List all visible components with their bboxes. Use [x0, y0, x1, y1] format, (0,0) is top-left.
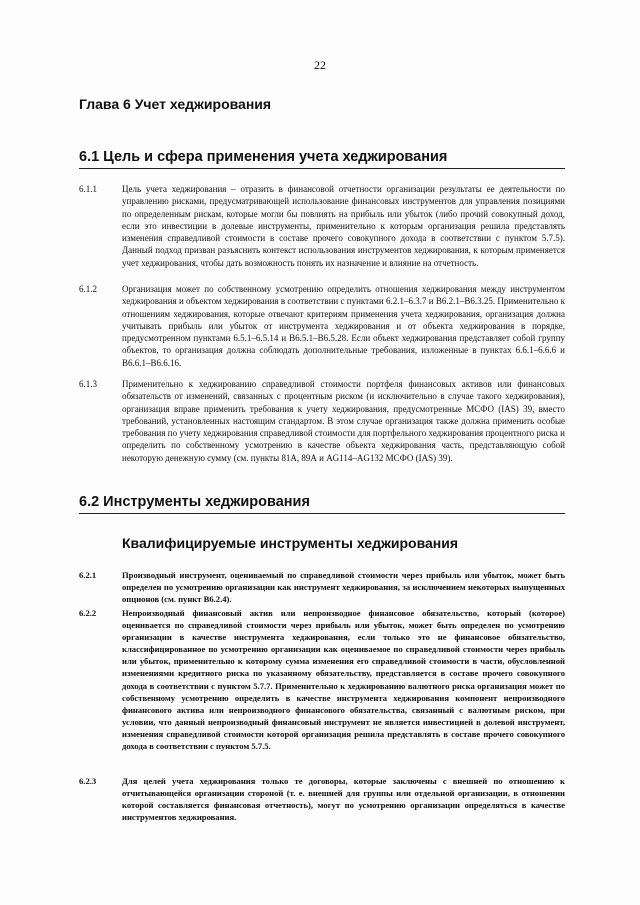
paragraph-text: Производный инструмент, оцениваемый по справедливой стоимости через прибыль или убыток, может быть определен по усмотрению организации как инструмент хеджирования, за исключением некоторых выпущенных опционов (см. пункт B6.2.4).	[122, 570, 565, 605]
page-number: 22	[314, 58, 326, 72]
section-6-1-rule	[79, 168, 565, 169]
paragraph-text: Цель учета хеджирования – отразить в финансовой отчетности организации результаты ее деятельности по управлению рисками, предусматривающей использование финансовых инструментов для управления позициями по определенным рискам, которые могли бы повлиять на прибыль или убыток (либо прочий совокупный доход, если это инвестиции в долевые инструменты, применительно к которым организация решила представлять изменения справедливой стоимости в составе прочего совокупного дохода в соответствии с пунктом 5.7.5). Данный подход призван разъяснить контекст использования инструментов хеджирования, к которым применяется учет хеджирования, чтобы дать возможность понять их назначение и влияние на отчетность.	[122, 184, 565, 268]
chapter-title: Глава 6 Учет хеджирования	[79, 96, 272, 112]
paragraph-6-1-1	[79, 183, 565, 269]
paragraph-6-2-3	[79, 775, 565, 823]
paragraph-text: Применительно к хеджированию справедливой стоимости портфеля финансовых активов или финансовых обязательств от изменений, связанных с процентным риском (и исключительно в случае такого хеджирования), организация вправе применить требования к учету хеджирования, предусмотренные МСФО (IAS) 39, вместо требований, установленных настоящим стандартом. В этом случае организация также должна применить особые требования по учету хеджирования справедливой стоимости для портфельного хеджирования процентного риска и определить по собственному усмотрению в качестве объекта хеджирования часть, представляющую собой некоторую денежную сумму (см. пункты 81А, 89А и AG114–AG132 МСФО (IAS) 39).	[122, 379, 565, 463]
paragraph-text: Непроизводный финансовый актив или непроизводное финансовое обязательство, который (которое) оценивается по справедливой стоимости через прибыль или убыток, может быть определен по усмотрению организации в качестве инструмента хеджирования, если только это не финансовое обязательство, классифицированное по усмотрению организации как оцениваемое по справедливой стоимости через прибыль или убыток, применительно к которому сумма изменения его справедливой стоимости в части, обусловленной изменениями кредитного риска по указанному обязательству, представляется в составе прочего совокупного дохода в соответствии с пунктом 5.7.7. Применительно к хеджированию валютного риска организация может по собственному усмотрению определить в качестве инструмента хеджирования компонент непроизводного финансового актива или непроизводного финансового обязательства, связанный с валютным риском, при условии, что данный непроизводный финансовый инструмент не является инвестицией в долевой инструмент, изменения справедливой стоимости которой организация решила представлять в составе прочего совокупного дохода в соответствии с пунктом 5.7.5.	[122, 608, 565, 752]
paragraph-6-1-3	[79, 378, 565, 464]
paragraph-text: Для целей учета хеджирования только те договоры, которые заключены с внешней по отношению к отчитывающейся организации стороной (т. е. внешней для группы или отдельной организации, в отношении которой составляется финансовая отчетность), могут по усмотрению организации определяться в качестве инструментов хеджирования.	[122, 776, 565, 823]
paragraph-6-2-2	[79, 607, 565, 752]
paragraph-number: 6.2.1	[79, 570, 97, 580]
paragraph-text: Организация может по собственному усмотрению определить отношения хеджирования между инструментом хеджирования и объектом хеджирования в соответствии с пунктами 6.2.1–6.3.7 и B6.2.1–B6.3.25. Применительно к отношениям хеджирования, которые отвечают критериям применения учета хеджирования, организация должна учитывать прибыль или убыток от инструмента хеджирования и от объекта хеджирования в порядке, предусмотренном пунктами 6.5.1–6.5.14 и B6.5.1–B6.5.28. Если объект хеджирования представляет собой группу объектов, то организация должна соблюдать дополнительные требования, изложенные в пунктах 6.6.1–6.6.6 и B6.6.1–B6.6.16.	[122, 284, 565, 368]
paragraph-6-1-2	[79, 283, 565, 369]
section-6-2-rule	[79, 513, 565, 514]
paragraph-number: 6.1.2	[79, 284, 97, 294]
paragraph-number: 6.2.2	[79, 608, 97, 618]
paragraph-number: 6.2.3	[79, 776, 97, 786]
subsection-title: Квалифицируемые инструменты хеджирования	[122, 535, 459, 551]
paragraph-number: 6.1.1	[79, 184, 97, 194]
section-6-1-title: 6.1 Цель и сфера применения учета хеджирования	[79, 149, 448, 165]
paragraph-6-2-1	[79, 569, 565, 605]
paragraph-number: 6.1.3	[79, 379, 97, 389]
section-6-2-title: 6.2 Инструменты хеджирования	[79, 494, 310, 510]
